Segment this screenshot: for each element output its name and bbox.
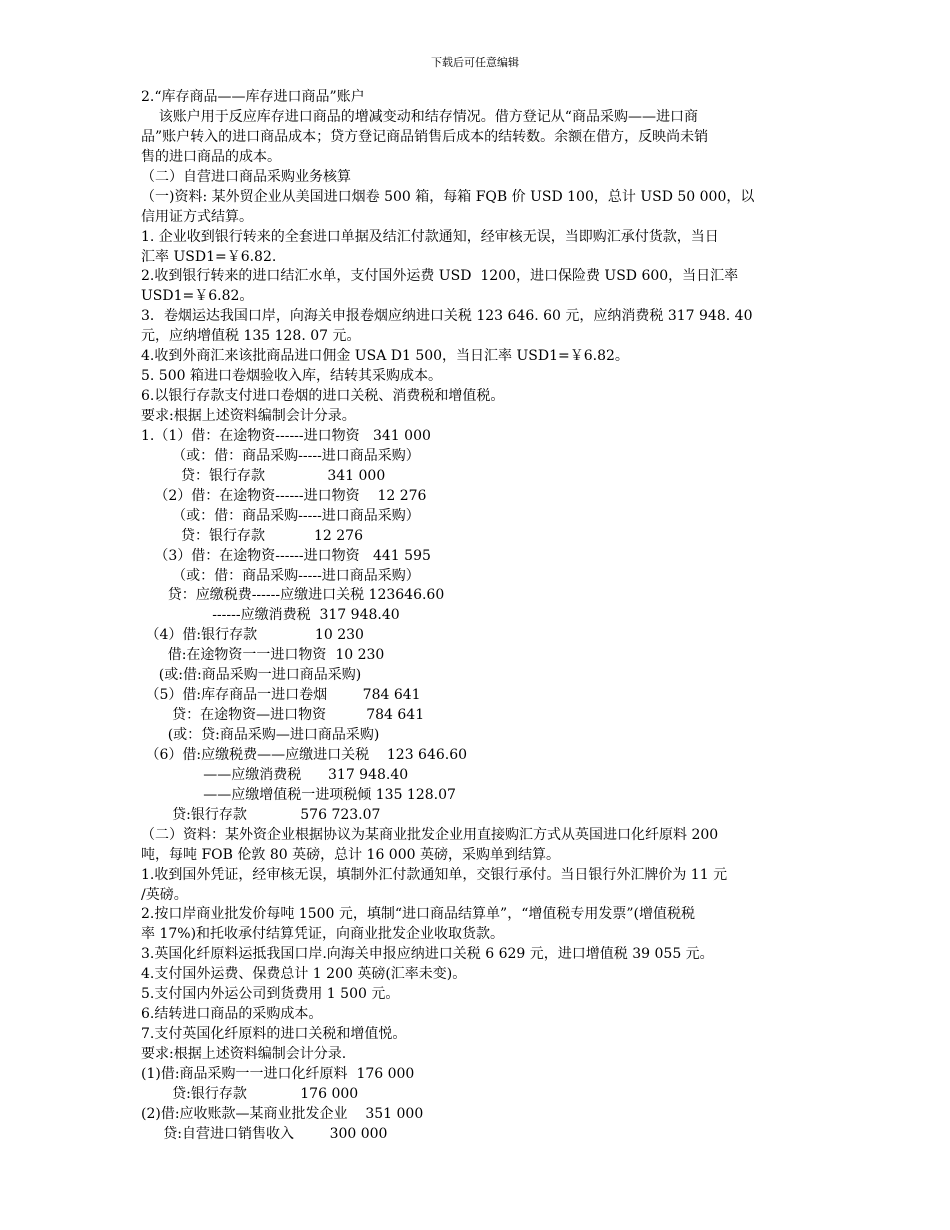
text-line: 5. 500 箱进口卷烟验收入库，结转其采购成本。 [141,368,442,385]
text-line: 贷：银行存款 341 000 [141,467,386,484]
text-line: 贷：应缴税费------应缴进口关税 123646.60 [141,587,445,604]
text-line: 2.收到银行转来的进口结汇水单，支付国外运费 USD 1200，进口保险费 USD 600，当日汇率 [141,268,739,285]
text-line: 4.支付国外运费、保费总计 1 200 英磅(汇率未变)。 [141,966,467,983]
text-line: 要求:根据上述资料编制会计分录. [141,1046,347,1062]
text-line: 售的进口商品的成本。 [141,148,281,165]
text-line: 要求:根据上述资料编制会计分录。 [141,408,356,424]
text-line: 贷：在途物资—进口物资 784 641 [141,707,425,724]
text-line: 2.按口岸商业批发价每吨 1500 元，填制“进口商品结算单”，“增值税专用发票”(增值税税 [141,906,695,923]
text-line: ——应缴增值税一进项税倾 135 128.07 [141,786,456,803]
text-line: （2）借：在途物资------进口物资 12 276 [141,487,427,504]
text-line: 贷:银行存款 576 723.07 [141,806,381,823]
text-line: /英磅。 [141,886,188,903]
text-line: 4.收到外商汇来该批商品进口佣金 USA D1 500，当日汇率 USD1=￥6.82。 [141,348,629,365]
text-line: （6）借:应缴税费——应缴进口关税 123 646.60 [141,746,468,763]
text-line: 贷:自营进口销售收入 300 000 [141,1125,388,1142]
text-line: 该账户用于反应库存进口商品的增减变动和结存情况。借方登记从“商品采购——进口商 [141,108,698,125]
text-line: 1.（1）借：在途物资------进口物资 341 000 [141,427,431,444]
text-line: (2)借:应收账款—某商业批发企业 351 000 [141,1105,424,1122]
text-line: （一)资料: 某外贸企业从美国进口烟卷 500 箱，每箱 FQB 价 USD 100，总计 USD 50 000，以 [141,188,755,205]
text-line: ------应缴消费税 317 948.40 [141,607,400,624]
text-line: ——应缴消费税 317 948.40 [141,766,409,783]
text-line: （或：借：商品采购-----进口商品采购） [141,507,420,524]
text-line: 品”账户转入的进口商品成本；贷方登记商品销售后成本的结转数。余额在借方，反映尚未销 [141,128,709,145]
text-line: 信用证方式结算。 [141,208,253,225]
text-line: 5.支付国内外运公司到货费用 1 500 元。 [141,986,400,1003]
text-line: （或：借：商品采购-----进口商品采购） [141,447,420,464]
page-header: 下载后可任意编辑 [431,56,519,69]
document-body [141,88,813,1145]
text-line: 2.“库存商品——库存进口商品”账户 [141,89,365,105]
text-line: 借:在途物资一一进口物资 10 230 [141,647,385,664]
text-line: 6.以银行存款支付进口卷烟的进口关税、消费税和增值税。 [141,388,505,405]
text-line: 贷:银行存款 176 000 [141,1085,359,1102]
text-line: （3）借：在途物资------进口物资 441 595 [141,547,431,564]
text-line: （或：借：商品采购-----进口商品采购） [141,567,420,584]
text-line: 汇率 USD1=￥6.82. [141,248,277,265]
text-line: 1. 企业收到银行转来的全套进口单据及结汇付款通知，经审核无误，当即购汇承付货款，当日 [141,228,719,245]
text-line: 3.英国化纤原料运抵我国口岸.向海关申报应纳进口关税 6 629 元，进口增值税 39 055 元。 [141,946,714,963]
text-line: 率 17%)和托收承付结算凭证，向商业批发企业收取货款。 [141,926,505,943]
text-line: 吨，每吨 FOB 伦敦 80 英磅，总计 16 000 英磅，采购单到结算。 [141,846,560,863]
text-line: （二）资料：某外资企业根据协议为某商业批发企业用直接购汇方式从英国进口化纤原料 200 [141,826,719,843]
text-line: 6.结转进口商品的采购成本。 [141,1006,323,1023]
text-line: (或：贷:商品采购—进口商品采购) [141,727,380,743]
text-line: （5）借:库存商品一进口卷烟 784 641 [141,687,421,704]
text-line: 3．卷烟运达我国口岸，向海关申报卷烟应纳进口关税 123 646. 60 元，应纳消费税 317 948. 40 [141,308,753,325]
text-line: 元，应纳增值税 135 128. 07 元。 [141,328,361,345]
text-line: （二）自营进口商品采购业务核算 [141,168,351,185]
text-line: 1.收到国外凭证，经审核无误，填制外汇付款通知单，交银行承付。当日银行外汇牌价为 11 元 [141,866,728,883]
text-line: USD1=￥6.82。 [141,288,254,305]
text-line: (1)借:商品采购一一进口化纤原料 176 000 [141,1065,415,1082]
text-line: （4）借:银行存款 10 230 [141,627,364,644]
text-line: (或:借:商品采购一进口商品采购) [141,667,362,684]
text-line: 贷：银行存款 12 276 [141,527,363,544]
text-line: 7.支付英国化纤原料的进口关税和增值悦。 [141,1026,407,1043]
